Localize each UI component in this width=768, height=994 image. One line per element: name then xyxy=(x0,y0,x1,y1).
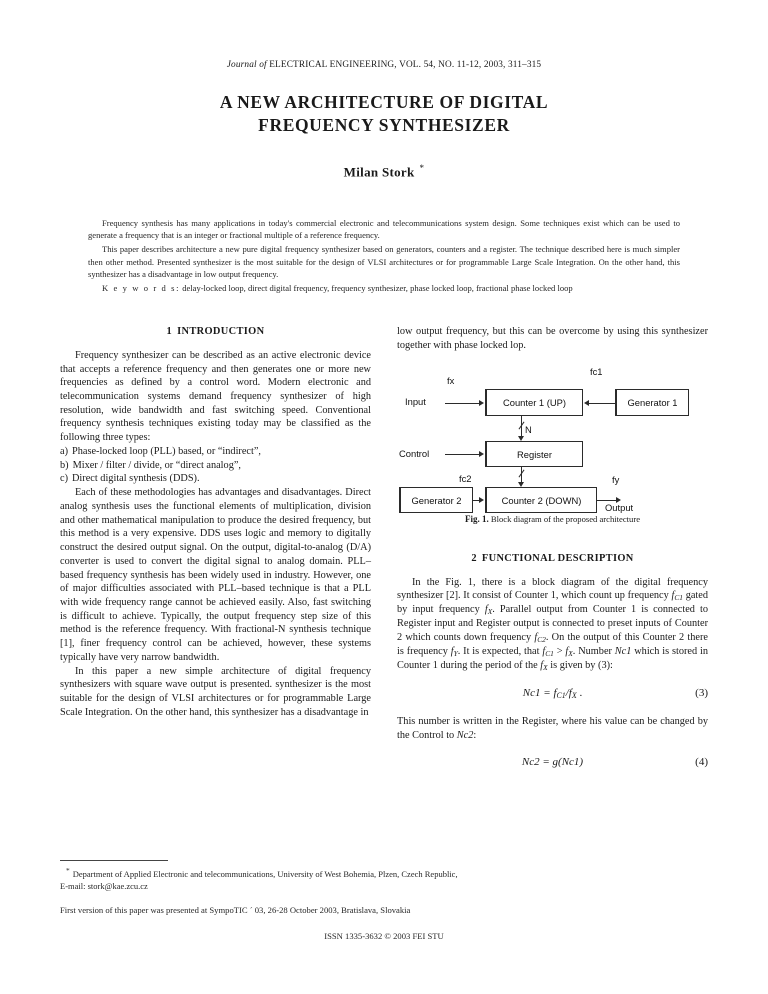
intro-paragraph-3: In this paper a new simple architecture of digital frequency synthesizers with square wave output is presented. synthesizer is the most suitable for the design of VLSI architectures or for programmable Large Scale Integration. On the other hand, this synthesizer has a disadvantage in xyxy=(60,665,371,718)
fd-text-d: . On the output of this Counter 2 there is frequency xyxy=(397,632,708,658)
label-fc2: fc2 xyxy=(459,473,472,485)
abstract xyxy=(88,217,680,295)
eq3-part2: /f xyxy=(565,687,572,700)
body-columns xyxy=(60,325,708,783)
math-f: f xyxy=(542,646,546,658)
list-text-b: Mixer / filter / divide, or “direct analog”, xyxy=(72,459,241,471)
section-title-2: FUNCTIONAL DESCRIPTION xyxy=(481,552,634,564)
fd-text-h: is given by (3): xyxy=(547,660,613,672)
eq3-sub2: X xyxy=(571,691,577,701)
label-control: Control xyxy=(399,447,430,459)
math-nc2: Nc2 xyxy=(456,729,474,741)
equation-3-number: (3) xyxy=(695,687,708,700)
math-sub-x: X xyxy=(487,607,493,617)
block-diagram xyxy=(397,363,708,514)
author-footnote-marker: * xyxy=(419,163,425,174)
equation-3-body xyxy=(523,687,582,699)
journal-name: Journal of xyxy=(226,60,267,70)
section-title-1: INTRODUCTION xyxy=(177,325,265,337)
list-item xyxy=(60,472,371,486)
math-f-c2 xyxy=(534,632,546,643)
arrow-input-to-counter1 xyxy=(479,400,484,406)
math-f: f xyxy=(540,660,544,672)
keywords-line xyxy=(88,282,680,295)
math-f-y xyxy=(451,646,458,657)
math-sub-c1: C1 xyxy=(545,649,554,659)
section-heading-introduction xyxy=(60,325,371,339)
eq3-sub1: C1 xyxy=(556,691,566,701)
equation-4 xyxy=(397,755,708,770)
block-generator-1 xyxy=(615,389,689,416)
fd2-text-b: : xyxy=(473,729,477,741)
figure-1-caption xyxy=(397,513,708,525)
list-text-c: Direct digital synthesis (DDS). xyxy=(72,473,200,485)
title-line-1: A NEW ARCHITECTURE OF DIGITAL xyxy=(219,92,549,112)
footnote-line-1 xyxy=(60,866,708,880)
page-title xyxy=(60,91,708,137)
block-generator-2-label: Generator 2 xyxy=(411,494,462,506)
author-name: Milan Stork xyxy=(343,164,415,180)
keywords-label: K e y w o r d s: xyxy=(102,283,181,294)
eq3-part1: Nc1 = f xyxy=(522,687,557,700)
fd-text-e: . It is expected, that xyxy=(457,646,543,658)
left-column xyxy=(60,325,371,783)
functional-description-paragraph-2 xyxy=(397,715,708,742)
math-f-x-ineq xyxy=(565,646,572,657)
footnote-marker: * xyxy=(66,865,70,875)
author-block xyxy=(60,163,708,180)
title-line-2: FREQUENCY SYNTHESIZER xyxy=(258,115,510,136)
right-column xyxy=(397,325,708,783)
block-register-label: Register xyxy=(517,448,552,460)
arrow-generator1-to-counter1 xyxy=(584,400,589,406)
label-bus-n: N xyxy=(525,424,532,436)
block-register xyxy=(485,441,583,467)
block-generator-2 xyxy=(399,487,473,513)
label-fc1: fc1 xyxy=(590,366,603,378)
list-text-a: Phase-locked loop (PLL) based, or “indirect”, xyxy=(72,445,261,457)
list-item xyxy=(60,445,371,459)
list-marker-b: b) xyxy=(60,459,69,471)
fd-text-f: . Number xyxy=(572,646,615,658)
list-item xyxy=(60,459,371,473)
math-f: f xyxy=(565,646,569,658)
abstract-paragraph-1: Frequency synthesis has many applications in today's commercial electronic and telecommunications system design. Some techniques exist which can be used to generate a frequency that is an integer or fractional multiple of a reference frequency. xyxy=(88,217,680,241)
block-counter-2 xyxy=(485,487,597,513)
footnote-affiliation: Department of Applied Electronic and telecommunications, University of West Bohemia, Plzen, Czech Republic, xyxy=(72,868,458,879)
fd2-text-a: This number is written in the Register, where his value can be changed by the Control to xyxy=(397,715,708,741)
section-heading-functional-description xyxy=(397,552,708,566)
math-nc1: Nc1 xyxy=(614,646,632,658)
math-f: f xyxy=(671,590,675,602)
equation-4-number: (4) xyxy=(695,756,708,769)
eq3-tail: . xyxy=(576,687,583,700)
math-sub-x: X xyxy=(568,649,573,659)
figure-1-caption-text: Block diagram of the proposed architecture xyxy=(490,514,641,525)
list-marker-c: c) xyxy=(60,473,68,485)
functional-description-paragraph-1 xyxy=(397,576,708,673)
keywords-text: delay-locked loop, direct digital frequency, frequency synthesizer, phase locked loop, fractional phase locked loop xyxy=(182,283,573,294)
wire-input-to-counter1 xyxy=(445,403,479,404)
wire-counter2-to-output xyxy=(597,500,617,501)
abstract-paragraph-2: This paper describes architecture a new pure digital frequency synthesizer based on generators, counters and a register. The technique described here is much simpler then other method. Presented synthesizer is the most suitable for the design of VLSI architectures or for programmable Large Scale Integration. On the other hand, this synthesizer has a disadvantage in low output frequency. xyxy=(88,244,680,280)
fd-text-g: which is stored in Counter 1 during the period of the xyxy=(397,646,708,672)
figure-1 xyxy=(397,363,708,525)
conference-note: First version of this paper was presented at SympoTIC ´ 03, 26-28 October 2003, Bratislava, Slovakia xyxy=(60,904,411,915)
block-counter-2-label: Counter 2 (DOWN) xyxy=(501,494,582,506)
block-counter-1-label: Counter 1 (UP) xyxy=(502,397,567,409)
issn-line: ISSN 1335-3632 © 2003 FEI STU xyxy=(324,930,444,941)
label-input: Input xyxy=(405,396,426,408)
equation-3 xyxy=(397,686,708,702)
math-f: f xyxy=(484,604,488,616)
arrow-counter1-to-register xyxy=(518,436,524,441)
wire-generator1-to-counter1 xyxy=(589,403,615,404)
label-output: Output xyxy=(605,502,634,514)
math-f: f xyxy=(534,632,538,644)
footer-area xyxy=(60,860,708,942)
journal-header xyxy=(60,0,708,70)
block-generator-1-label: Generator 1 xyxy=(627,397,678,409)
label-fx: fx xyxy=(447,375,455,387)
arrow-register-to-counter2 xyxy=(518,482,524,487)
math-f: f xyxy=(450,646,454,658)
math-sub-c2: C2 xyxy=(537,635,546,645)
math-f-c1-ineq xyxy=(542,646,554,657)
math-sub-c1: C1 xyxy=(674,593,683,603)
fd-text-b: gated by input frequency xyxy=(397,590,708,616)
math-sub-x: X xyxy=(543,663,548,673)
fd-text-a: In the Fig. 1, there is a block diagram of the digital frequency synthesizer [2]. It consist of Counter 1, which count up frequency xyxy=(397,576,708,602)
equation-4-body: Nc2 = g(Nc1) xyxy=(521,756,584,769)
journal-issue-info: ELECTRICAL ENGINEERING, VOL. 54, NO. 11-12, 2003, 311–315 xyxy=(266,60,542,70)
footnote-email: E-mail: stork@kae.zcu.cz xyxy=(60,880,148,891)
section-number-1: 1 xyxy=(166,325,173,337)
wire-control-to-register xyxy=(445,454,479,455)
math-sub-y: Y xyxy=(453,649,458,659)
list-marker-a: a) xyxy=(60,445,68,457)
arrow-control-to-register xyxy=(479,451,484,457)
figure-1-caption-label: Fig. 1. xyxy=(464,514,489,525)
footnote-rule xyxy=(60,860,168,861)
right-column-continuation: low output frequency, but this can be overcome by using this synthesizer together with phase locked lop. xyxy=(397,325,708,351)
intro-paragraph-2: Each of these methodologies has advantages and disadvantages. Direct analog synthesis uses the functional elements of multiplication, division and other mathematical manipulation to produce the desired frequency, but this method is a very expensive. DDS uses logic and memory to digitally construct the desired output signal. On the output, digital-to-analog (D/A) converter is used to convert the digital signal to analog domain. PLL–based frequency synthesis has been widely used in industry. However, one of major difficulties associated with PLL–based technique is that a PLL with wide frequency range cannot be achieved easily. Also, fast switching is difficult to achieve. Typically, the output frequency step size of this method is the reference frequency. With fractional-N synthesis technique [1], finer frequency control can be achieved, however, these systems typically have very narrow bandwidth. xyxy=(60,487,371,663)
block-counter-1 xyxy=(485,389,583,416)
fd-text-c: . Parallel output from Counter 1 is connected to Register input and Register output is connected to preset inputs of Counter 2 which counts down frequency xyxy=(397,604,708,644)
label-fy: fy xyxy=(612,474,620,486)
math-f-c1 xyxy=(671,590,683,601)
math-greater-than: > xyxy=(556,646,563,658)
intro-paragraph-1: Frequency synthesizer can be described as an active electronic device that accepts a reference frequency and then generates one or more new frequencies as defined by a control word. Modern electronic and telecommunication systems demand frequency synthesizer of high resolution, wide bandwidth and fast switching speed. Conventional frequency synthesis techniques existing today may be classified as the following three types: xyxy=(60,349,371,444)
arrow-generator2-to-counter2 xyxy=(479,497,484,503)
section-number-2: 2 xyxy=(471,552,477,564)
math-f-x-2 xyxy=(540,660,547,671)
